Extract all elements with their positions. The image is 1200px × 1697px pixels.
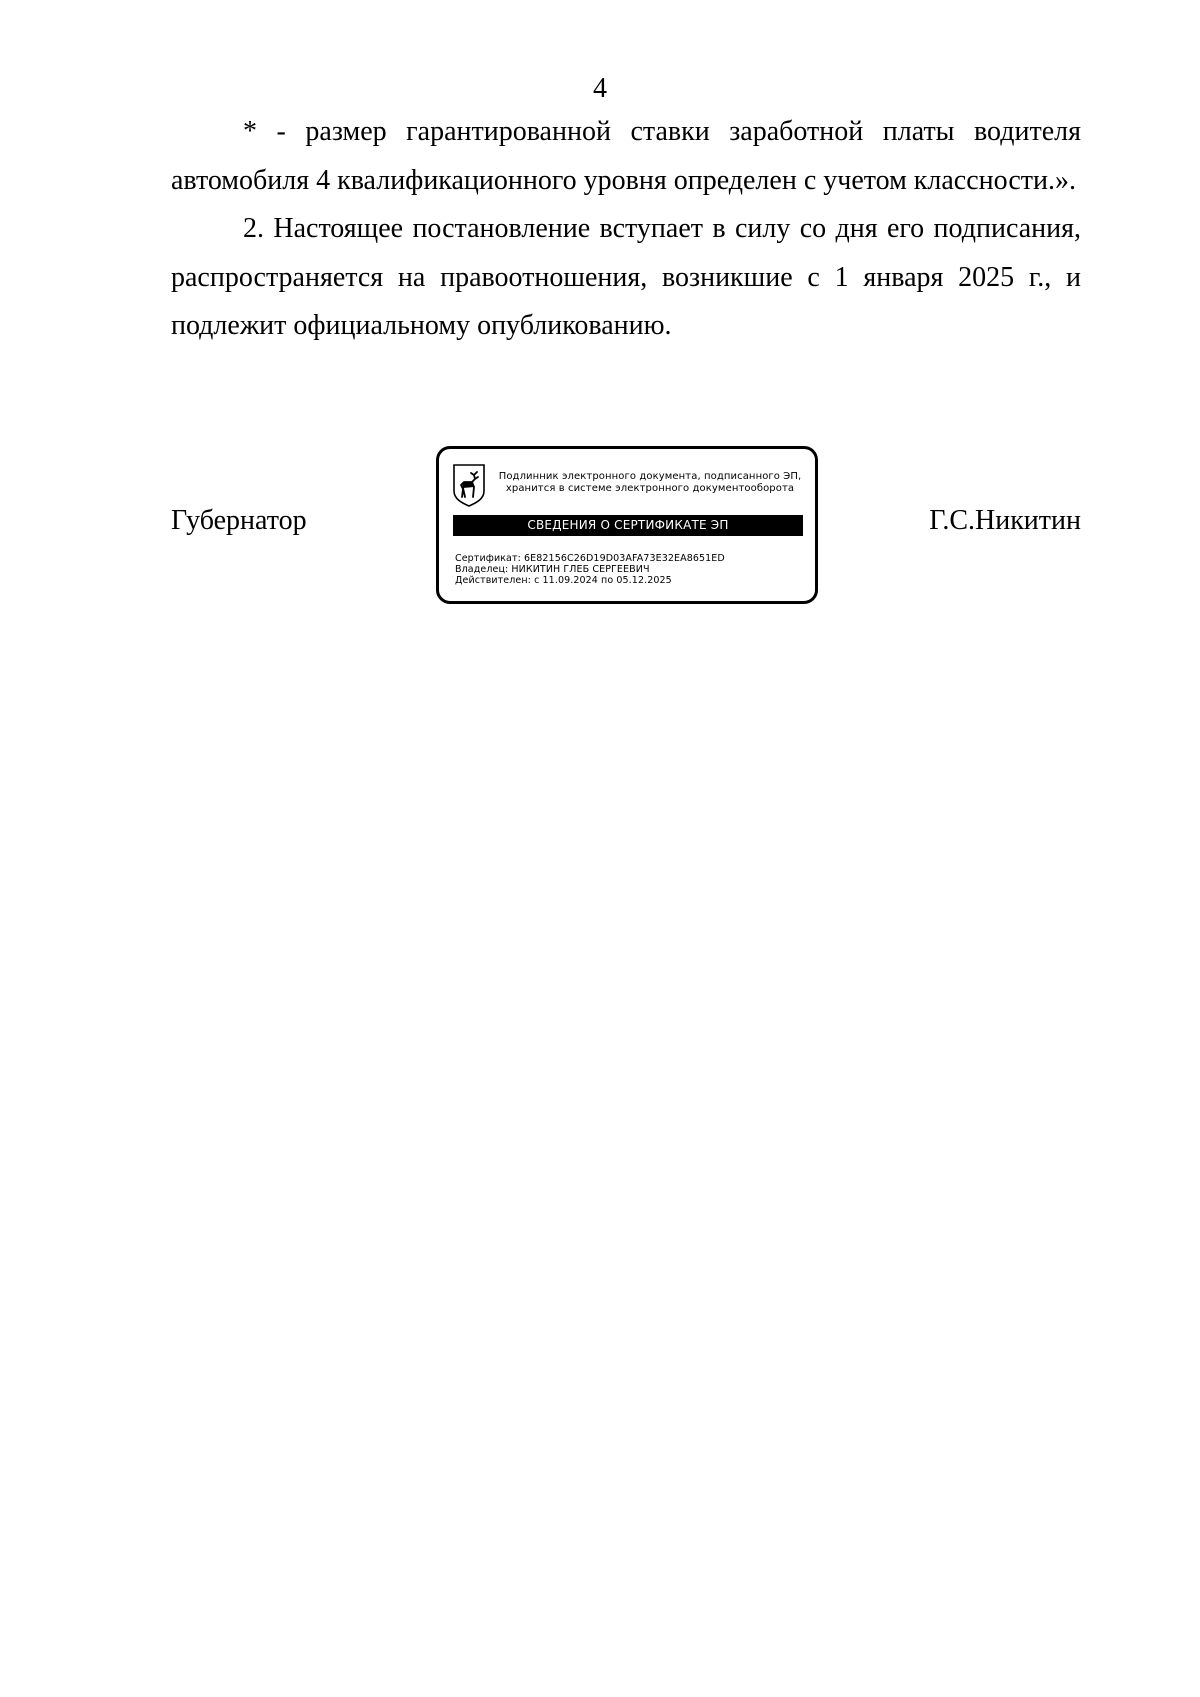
page-number: 4 [593,73,607,104]
electronic-signature-stamp [436,446,818,604]
stamp-details [455,553,725,586]
document-body [171,108,1081,351]
signature-block [0,446,1200,610]
signer-position: Губернатор [171,505,307,536]
stamp-header-line: хранится в системе электронного документооборота [505,483,795,494]
certificate-owner: Владелец: НИКИТИН ГЛЕБ СЕРГЕЕВИЧ [455,564,650,575]
footnote-paragraph: * - размер гарантированной ставки заработной платы водителя автомобиля 4 квалификационного уровня определен с учетом классности.». [171,116,1081,196]
signer-name: Г.С.Никитин [929,505,1081,536]
stamp-header [489,471,811,495]
stamp-header-line: Подлинник электронного документа, подписанного ЭП, [498,471,802,482]
deer-emblem-icon [452,463,486,507]
certificate-validity: Действителен: с 11.09.2024 по 05.12.2025 [455,575,672,586]
stamp-title-bar: СВЕДЕНИЯ О СЕРТИФИКАТЕ ЭП [453,515,803,536]
effective-date-paragraph: 2. Настоящее постановление вступает в силу со дня его подписания, распространяется на правоотношения, возникшие с 1 января 2025 г., и подлежит официальному опубликованию. [171,213,1081,341]
certificate-number: Сертификат: 6E82156C26D19D03AFA73E32EA8651ED [455,553,725,564]
